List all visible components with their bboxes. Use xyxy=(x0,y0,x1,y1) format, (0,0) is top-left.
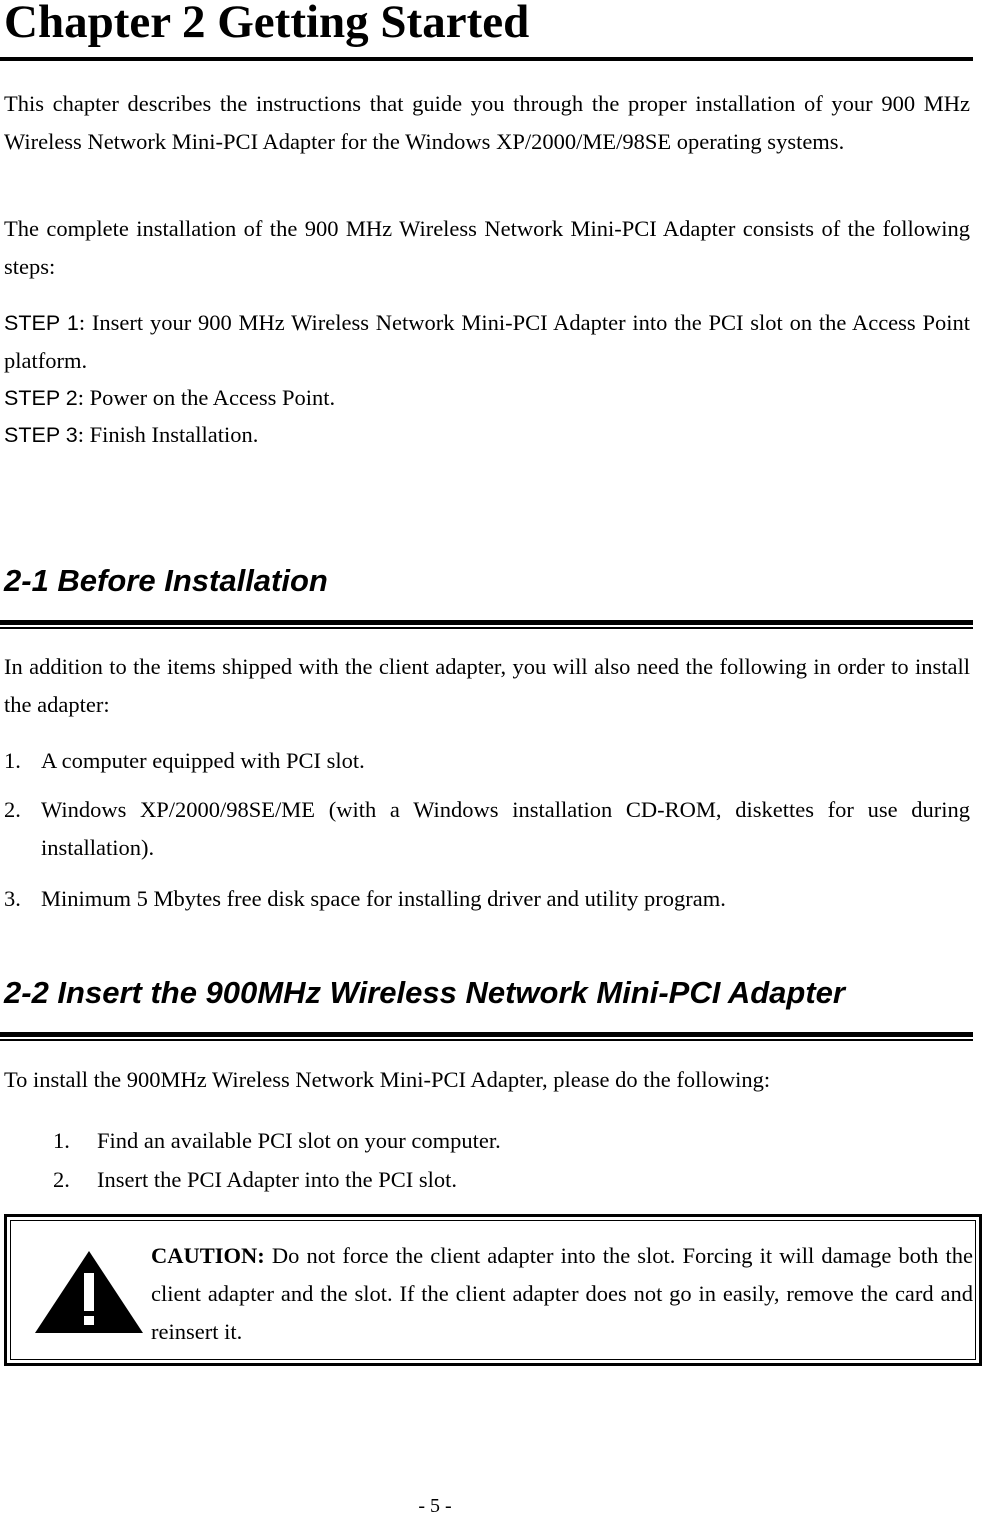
list-item xyxy=(4,791,970,867)
intro-paragraph-2: The complete installation of the 900 MHz Wireless Network Mini-PCI Adapter consists of the following steps: xyxy=(4,216,970,279)
chapter-title: Chapter 2 Getting Started xyxy=(4,0,530,48)
list-item-number: 1. xyxy=(53,1128,70,1153)
section-2-rule xyxy=(0,1032,973,1041)
list-item-number: 1. xyxy=(4,748,21,773)
warning-triangle-icon xyxy=(33,1249,145,1335)
section-2-intro: To install the 900MHz Wireless Network Mini-PCI Adapter, please do the following: xyxy=(4,1067,771,1092)
list-item-text: A computer equipped with PCI slot. xyxy=(41,748,365,773)
caution-label: CAUTION: xyxy=(151,1243,265,1268)
step-3-label: STEP 3 xyxy=(4,423,78,447)
step-2-label: STEP 2 xyxy=(4,386,78,410)
step-2-text: : Power on the Access Point. xyxy=(77,385,336,410)
step-1 xyxy=(4,304,970,379)
list-item-number: 3. xyxy=(4,886,21,911)
section-1-title: 2-1 Before Installation xyxy=(4,563,328,598)
step-1-label: STEP 1 xyxy=(4,311,79,335)
section-1-rule xyxy=(0,620,973,629)
section-1-intro: In addition to the items shipped with the client adapter, you will also need the following in order to install the adapter: xyxy=(4,654,970,717)
section-2-steps-list xyxy=(53,1121,953,1199)
step-3-text: : Finish Installation. xyxy=(77,422,259,447)
list-item xyxy=(53,1121,953,1160)
section-2-title: 2-2 Insert the 900MHz Wireless Network Mini-PCI Adapter xyxy=(4,975,845,1010)
step-3 xyxy=(4,416,970,454)
list-item xyxy=(53,1160,953,1199)
intro-paragraph-1: This chapter describes the instructions that guide you through the proper installation of your 900 MHz Wireless Network Mini-PCI Adapter for the Windows XP/2000/ME/98SE operating systems. xyxy=(4,91,970,154)
caution-box xyxy=(4,1214,982,1366)
caution-text xyxy=(151,1237,973,1351)
list-item-number: 2. xyxy=(4,797,21,822)
list-item-text: Find an available PCI slot on your computer. xyxy=(97,1128,501,1153)
step-2 xyxy=(4,379,970,417)
list-item-text: Windows XP/2000/98SE/ME (with a Windows installation CD-ROM, diskettes for use during installation). xyxy=(41,797,970,860)
step-1-text: : Insert your 900 MHz Wireless Network Mini-PCI Adapter into the PCI slot on the Access Point platform. xyxy=(4,310,970,373)
list-item xyxy=(4,880,970,918)
caution-body: Do not force the client adapter into the slot. Forcing it will damage both the client adapter and the slot. If the client adapter does not go in easily, remove the card and reinsert it. xyxy=(151,1243,973,1344)
list-item-text: Minimum 5 Mbytes free disk space for installing driver and utility program. xyxy=(41,886,726,911)
chapter-title-rule xyxy=(0,57,973,61)
list-item xyxy=(4,742,970,780)
section-1-requirements-list xyxy=(4,742,970,918)
list-item-number: 2. xyxy=(53,1167,70,1192)
list-item-text: Insert the PCI Adapter into the PCI slot. xyxy=(97,1167,457,1192)
page-number: - 5 - xyxy=(418,1495,452,1517)
